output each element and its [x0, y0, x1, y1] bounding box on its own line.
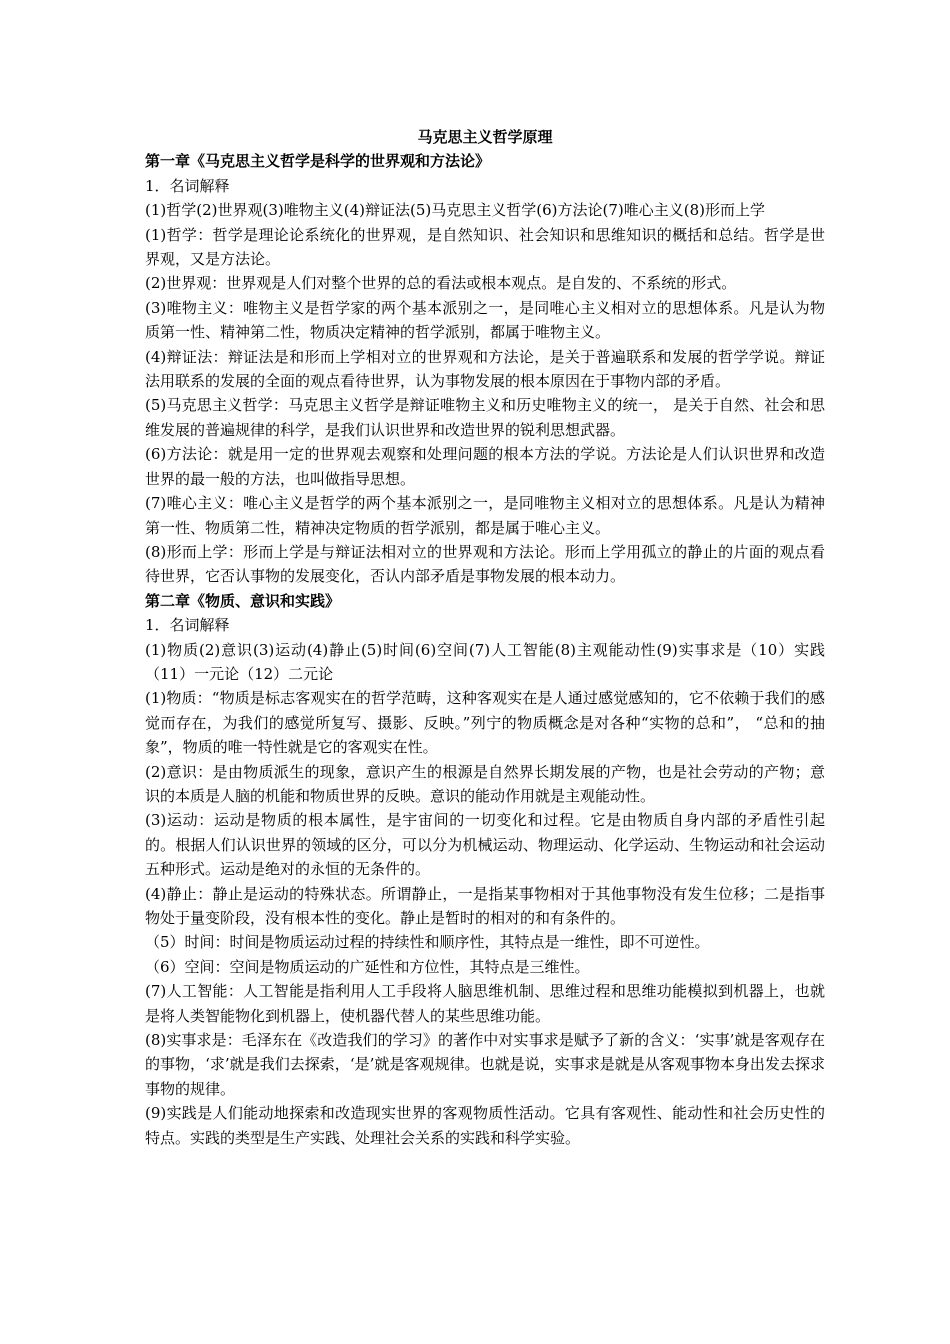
definition-paragraph: (3)运动：运动是物质的根本属性，是宇宙间的一切变化和过程。它是由物质自身内部的矛盾性引起的。根据人们认识世界的领域的区分，可以分为机械运动、物理运动、化学运动、生物运动和社会运动五种形式。运动是绝对的永恒的无条件的。 — [145, 811, 825, 879]
chapter-1-heading: 第一章《马克思主义哲学是科学的世界观和方法论》 — [145, 152, 491, 171]
definition-paragraph: (8)形而上学：形而上学是与辩证法相对立的世界观和方法论。形而上学用孤立的静止的片面的观点看待世界，它否认事物的发展变化，否认内部矛盾是事物发展的根本动力。 — [145, 542, 825, 586]
definition-paragraph: (3)唯物主义：唯物主义是哲学家的两个基本派别之一，是同唯心主义相对立的思想体系。凡是认为物质第一性、精神第二性，物质决定精神的哲学派别，都属于唯物主义。 — [145, 298, 825, 342]
definition-paragraph: (8)实事求是：毛泽东在《改造我们的学习》的著作中对实事求是赋予了新的含义：‘实事’就是客观存在的事物，‘求’就是我们去探索，‘是’就是客观规律。也就是说，实事求是就是从客观事物本身出发去探求事物的规律。 — [145, 1031, 825, 1098]
chapter-1-subheading: 1．名词解释 — [145, 176, 230, 195]
definition-paragraph: (5)马克思主义哲学：马克思主义哲学是辩证唯物主义和历史唯物主义的统一， 是关于自然、社会和思维发展的普遍规律的科学，是我们认识世界和改造世界的锐利思想武器。 — [145, 396, 825, 439]
definition-paragraph: (6)方法论：就是用一定的世界观去观察和处理问题的根本方法的学说。方法论是人们认识世界和改造世界的最一般的方法，也叫做指导思想。 — [145, 445, 825, 488]
document-title: 马克思主义哲学原理 — [417, 128, 553, 146]
chapter-2-heading: 第二章《物质、意识和实践》 — [145, 591, 341, 610]
definition-paragraph: (1)物质：“物质是标志客观实在的哲学范畴，这种客观实在是人通过感觉感知的，它不依赖于我们的感觉而存在，为我们的感觉所复写、摄影、反映。”列宁的物质概念是对各种“实物的总和”， “总和的抽象”，物质的唯一特性就是它的客观实在性。 — [145, 689, 825, 757]
definition-paragraph: (7)唯心主义：唯心主义是哲学的两个基本派别之一，是同唯物主义相对立的思想体系。凡是认为精神第一性、物质第二性，精神决定物质的哲学派别，都是属于唯心主义。 — [145, 494, 825, 537]
definition-paragraph: (7)人工智能：人工智能是指利用人工手段将人脑思维机制、思维过程和思维功能模拟到机器上，也就是将人类智能物化到机器上，使机器代替人的某些思维功能。 — [145, 982, 825, 1025]
definition-paragraph: (4)静止：静止是运动的特殊状态。所谓静止，一是指某事物相对于其他事物没有发生位移；二是指事物处于量变阶段，没有根本性的变化。静止是暂时的相对的和有条件的。 — [145, 884, 825, 927]
chapter-2-subheading: 1．名词解释 — [145, 616, 230, 635]
chapter-2-term-list: (1)物质(2)意识(3)运动(4)静止(5)时间(6)空间(7)人工智能(8)主观能动性(9)实事求是（10）实践（11）一元论（12）二元论 — [145, 640, 825, 683]
document-page — [145, 125, 825, 1150]
definition-paragraph: (1)哲学：哲学是理论论系统化的世界观，是自然知识、社会知识和思维知识的概括和总结。哲学是世界观，又是方法论。 — [145, 225, 825, 269]
definition-paragraph: (2)意识：是由物质派生的现象，意识产生的根源是自然界长期发展的产物，也是社会劳动的产物；意识的本质是人脑的机能和物质世界的反映。意识的能动作用就是主观能动性。 — [145, 762, 825, 805]
definition-paragraph: (4)辩证法：辩证法是和形而上学相对立的世界观和方法论，是关于普遍联系和发展的哲学学说。辩证法用联系的发展的全面的观点看待世界，认为事物发展的根本原因在于事物内部的矛盾。 — [145, 347, 825, 391]
definition-paragraph: (9)实践是人们能动地探索和改造现实世界的客观物质性活动。它具有客观性、能动性和社会历史性的特点。实践的类型是生产实践、处理社会关系的实践和科学实验。 — [145, 1104, 825, 1147]
chapter-1-term-list: (1)哲学(2)世界观(3)唯物主义(4)辩证法(5)马克思主义哲学(6)方法论(7)唯心主义(8)形而上学 — [145, 201, 765, 220]
definition-paragraph: (2)世界观：世界观是人们对整个世界的总的看法或根本观点。是自发的、不系统的形式。 — [145, 274, 737, 293]
definition-paragraph: （6）空间：空间是物质运动的广延性和方位性，其特点是三维性。 — [145, 957, 590, 976]
definition-paragraph: （5）时间：时间是物质运动过程的持续性和顺序性，其特点是一维性，即不可逆性。 — [145, 933, 710, 952]
